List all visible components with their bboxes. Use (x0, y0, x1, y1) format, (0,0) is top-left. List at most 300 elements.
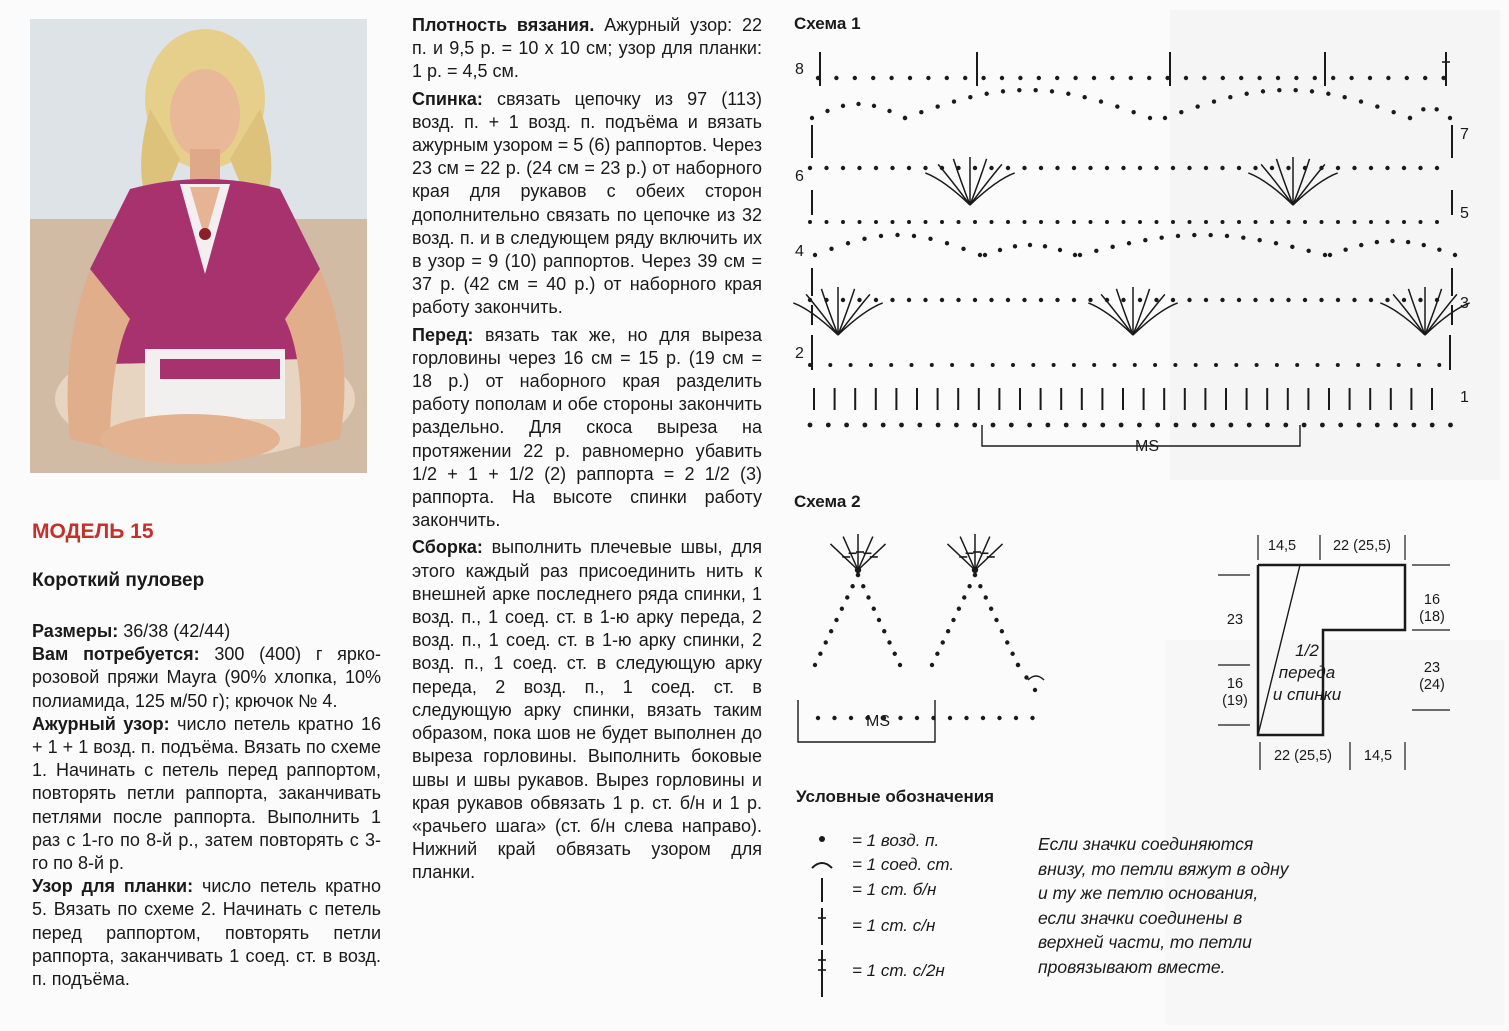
chain-dot (893, 652, 897, 656)
chain-dot (930, 663, 934, 667)
chain-dot (1221, 76, 1225, 80)
chain-dot (857, 166, 861, 170)
chain-dot (1000, 76, 1004, 80)
lace-pattern-value: число петель кратно 16 + 1 + 1 возд. п. подъёма. Вязать по схеме 1. Начинать с петель перед раппортом, повторять петли раппорта, заканчивать петлями после раппорта. Выполнить 1 раз с 1-го по 8-й р., затем повторять с 3-го по 8-й р. (32, 713, 381, 874)
chain-dot (983, 253, 987, 257)
chain-dot (871, 76, 875, 80)
chain-dot (1270, 298, 1274, 302)
chain-dot (882, 629, 886, 633)
chain-dot (813, 663, 817, 667)
chain-dot (1105, 166, 1109, 170)
chain-dot (1115, 104, 1119, 108)
chain-dot (936, 423, 941, 428)
chain-dot (919, 110, 923, 114)
chain-dot (1133, 363, 1137, 367)
model-title: МОДЕЛЬ 15 (32, 520, 154, 543)
chain-dot (1028, 243, 1032, 247)
chain-dot (1369, 220, 1373, 224)
dim-value: 23 (1423, 660, 1441, 676)
chain-dot (1017, 88, 1021, 92)
chain-dot (935, 652, 939, 656)
chain-dot (1154, 166, 1158, 170)
chain-dot (1072, 166, 1076, 170)
chain-dot (1027, 423, 1032, 428)
fan-stitch (938, 164, 970, 205)
chain-dot (1402, 220, 1406, 224)
chain-dot (997, 716, 1001, 720)
chain-dot (978, 584, 982, 588)
chain-dot (1276, 76, 1280, 80)
chain-dot (1159, 235, 1163, 239)
dim-top-left: 14,5 (1267, 538, 1297, 554)
chain-dot (984, 595, 988, 599)
chain-dot (1408, 116, 1412, 120)
dim-value: (24) (1419, 677, 1445, 693)
row-number: 1 (1460, 389, 1469, 406)
chain-dot (1113, 363, 1117, 367)
chain-dot (1072, 298, 1076, 302)
legend-item: = 1 ст. с/2н (852, 961, 945, 980)
chain-dot (1119, 423, 1124, 428)
front-label: Перед: (412, 324, 474, 345)
chain-dot (970, 363, 974, 367)
chain-dot (874, 298, 878, 302)
chain-dot (1290, 245, 1294, 249)
chain-dot (1052, 363, 1056, 367)
chain-dot (1369, 166, 1373, 170)
chain-dot (1187, 166, 1191, 170)
chain-dot (808, 220, 812, 224)
chain-dot (1187, 298, 1191, 302)
chain-dot (907, 220, 911, 224)
dim-value: (18) (1419, 609, 1445, 625)
chain-dot (1241, 235, 1245, 239)
fan-stitch (806, 294, 838, 335)
chain-dot (1435, 166, 1439, 170)
chain-dot (1375, 423, 1380, 428)
chain-dot (907, 298, 911, 302)
chain-dot (1220, 166, 1224, 170)
chain-dot (1202, 76, 1206, 80)
chain-dot (828, 363, 832, 367)
pattern-label-line: переда (1278, 663, 1336, 682)
chain-dot (951, 618, 955, 622)
chain-dot (1055, 298, 1059, 302)
chain-dot (1082, 423, 1087, 428)
chain-dot (1073, 253, 1077, 257)
chain-dot (1434, 107, 1438, 111)
chain-dot (908, 76, 912, 80)
chain-dot (1204, 220, 1208, 224)
legend-item: = 1 ст. с/н (852, 916, 936, 935)
chain-dot (930, 363, 934, 367)
dim-bottom-right: 14,5 (1363, 748, 1393, 764)
chain-dot (1265, 423, 1270, 428)
materials-value: 300 (400) г ярко-розовой пряжи Mayra (90% хлопка, 10% полиамида, 125 м/50 г); крючок № 4. (32, 644, 382, 711)
chain-dot (826, 423, 831, 428)
chain-dot (1295, 363, 1299, 367)
chain-dot (877, 618, 881, 622)
chain-dot (1349, 76, 1353, 80)
legend-item: = 1 возд. п. (852, 831, 940, 850)
chain-dot (1261, 89, 1265, 93)
chain-dot (1302, 423, 1307, 428)
chain-dot (1055, 166, 1059, 170)
chain-dot (1078, 253, 1082, 257)
chain-dot (957, 607, 961, 611)
dim-right-lower (1412, 660, 1452, 694)
chain-dot (1143, 238, 1147, 242)
chain-dot (1336, 220, 1340, 224)
dim-bottom-left: 22 (25,5) (1273, 748, 1333, 764)
chain-dot (963, 76, 967, 80)
pattern-label-line: 1/2 (1295, 641, 1319, 660)
chain-dot (1359, 99, 1363, 103)
chain-dot (825, 109, 829, 113)
repeat-label: MS (1135, 438, 1159, 455)
chain-dot (991, 423, 996, 428)
chain-dot (981, 76, 985, 80)
chain-dot (948, 716, 952, 720)
dim-right-upper (1412, 592, 1452, 626)
chain-dot (813, 253, 817, 257)
chain-dot (1319, 298, 1323, 302)
legend-item: = 1 соед. ст. (852, 855, 955, 874)
chain-dot (1353, 220, 1357, 224)
chain-dot (1343, 247, 1347, 251)
chain-dot (1306, 249, 1310, 253)
fan-stitch (1101, 294, 1133, 335)
chain-dot (1437, 363, 1441, 367)
chain-dot (1418, 166, 1422, 170)
chain-dot (861, 584, 865, 588)
chain-dot (1072, 363, 1076, 367)
chain-dot (1391, 110, 1395, 114)
chain-dot (829, 247, 833, 251)
chain-dot (923, 166, 927, 170)
chain-dot (973, 298, 977, 302)
chain-dot (1303, 220, 1307, 224)
density-value: Ажурный узор: 22 п. и 9,5 р. = 10 х 10 см; узор для планки: 1 р. = 4,5 см. (412, 15, 763, 82)
chain-dot (1253, 298, 1257, 302)
chain-dot (935, 104, 939, 108)
chain-dot (973, 573, 977, 577)
chain-dot (819, 836, 825, 842)
chain-dot (1356, 363, 1360, 367)
chain-dot (1257, 238, 1261, 242)
chain-dot (1037, 76, 1041, 80)
chain-dot (1255, 363, 1259, 367)
chain-dot (872, 607, 876, 611)
chain-dot (1352, 166, 1356, 170)
chain-dot (1018, 76, 1022, 80)
chain-dot (869, 363, 873, 367)
chain-dot (1011, 363, 1015, 367)
chain-dot (1275, 363, 1279, 367)
chain-dot (1137, 423, 1142, 428)
chain-dot (1375, 240, 1379, 244)
chain-dot (1022, 166, 1026, 170)
dim-left-lower (1218, 676, 1252, 710)
chain-dot (1055, 76, 1059, 80)
chain-dot (1385, 166, 1389, 170)
chain-dot (1171, 298, 1175, 302)
materials-label: Вам потребуется: (32, 644, 200, 665)
chain-dot (890, 166, 894, 170)
chain-dot (846, 241, 850, 245)
chain-dot (1397, 363, 1401, 367)
dim-value: (19) (1222, 693, 1248, 709)
chain-dot (1423, 76, 1427, 80)
chain-dot (1283, 423, 1288, 428)
chain-dot (844, 423, 849, 428)
density-label: Плотность вязания. (412, 15, 595, 35)
chain-dot (981, 716, 985, 720)
chain-dot (1073, 76, 1077, 80)
chain-dot (1163, 116, 1167, 120)
chain-dot (1221, 220, 1225, 224)
back-value: связать цепочку из 97 (113) возд. п. + 1 возд. п. подъёма и вязать ажурным узором = 5 (6) раппортов. Через 23 см = 22 р. (24 см = 23 р.) от наборного края для рукавов с обеих сторон дополнительно связать по цепочке из 32 возд. п. и в следующем ряду включить их в узор = 9 (10) раппортов. Через 39 см = 37 р. (42 см = 40 р.) от наборного края работу закончить. (412, 88, 762, 318)
chain-dot (858, 220, 862, 224)
chain-dot (917, 423, 922, 428)
chain-dot (1225, 234, 1229, 238)
row-number: 5 (1460, 205, 1469, 222)
chain-dot (945, 241, 949, 245)
chain-dot (1121, 298, 1125, 302)
chain-dot (1072, 220, 1076, 224)
chain-dot (1039, 298, 1043, 302)
chain-dot (1023, 220, 1027, 224)
row-number: 7 (1460, 126, 1469, 143)
chain-dot (1368, 76, 1372, 80)
chain-dot (1328, 253, 1332, 257)
chain-dot (1303, 298, 1307, 302)
chain-dot (1435, 220, 1439, 224)
chain-dot (841, 104, 845, 108)
chain-dot (1105, 220, 1109, 224)
chain-dot (849, 716, 853, 720)
chain-dot (898, 716, 902, 720)
chain-dot (978, 253, 982, 257)
chain-dot (1237, 298, 1241, 302)
chain-dot (1338, 423, 1343, 428)
chain-dot (1253, 166, 1257, 170)
chain-dot (1033, 88, 1037, 92)
chain-dot (1010, 652, 1014, 656)
chain-dot (1138, 220, 1142, 224)
chain-dot (903, 116, 907, 120)
chain-dot (1184, 76, 1188, 80)
chain-dot (1006, 298, 1010, 302)
chain-dot (1082, 95, 1086, 99)
chain-dot (1277, 88, 1281, 92)
chain-dot (1192, 423, 1197, 428)
chain-dot (1046, 423, 1051, 428)
chain-dot (1110, 76, 1114, 80)
chain-dot (1064, 423, 1069, 428)
chain-dot (855, 567, 861, 573)
chain-dot (1000, 629, 1004, 633)
chain-dot (1138, 298, 1142, 302)
chain-dot (872, 104, 876, 108)
assembly-value: выполнить плечевые швы, для этого каждый раз присоединить нить к внешней арке последнего ряда спинки, 1 возд. п., 1 соед. ст. в 1-ю арку переда, 2 возд. п., 1 соед. ст. в 1-ю арку спинки, 2 возд. п., 1 соед. ст. в следующую арку переда, 2 возд. п., 1 соед. ст. в следующую арку спинки, вязать таким образом, пока шов не будет выполнен до выреза горловины. Выполнить боковые швы и швы рукавов. Вырез горловины и края рукавов обвязать 1 р. ст. б/н и 1 р. «рачьего шага» (ст. б/н слева направо). Нижний край обвязать узором для планки. (412, 537, 762, 883)
chain-dot (1323, 253, 1327, 257)
chain-dot (1239, 76, 1243, 80)
dim-left-upper: 23 (1226, 612, 1244, 628)
chain-dot (1386, 76, 1390, 80)
chain-dot (945, 76, 949, 80)
chain-dot (1310, 89, 1314, 93)
chain-dot (1155, 220, 1159, 224)
chain-dot (1320, 423, 1325, 428)
chain-dot (1099, 99, 1103, 103)
chain-dot (1013, 244, 1017, 248)
chain-dot (1417, 363, 1421, 367)
chain-dot (910, 363, 914, 367)
chain-dot (1009, 423, 1014, 428)
chain-dot (1066, 92, 1070, 96)
chain-dot (1092, 76, 1096, 80)
chain-dot (1031, 363, 1035, 367)
chain-dot (915, 716, 919, 720)
fan-stitch (1293, 164, 1325, 205)
chain-dot (1336, 298, 1340, 302)
chain-dot (1001, 89, 1005, 93)
model-subtitle: Короткий пуловер (32, 570, 205, 591)
chain-dot (899, 423, 904, 428)
chain-dot (1033, 688, 1037, 692)
chain-dot (1336, 166, 1340, 170)
chain-dot (1386, 220, 1390, 224)
chain-dot (991, 363, 995, 367)
chain-dot (1237, 166, 1241, 170)
chain-dot (941, 640, 945, 644)
chain-dot (1088, 298, 1092, 302)
chain-dot (1359, 243, 1363, 247)
chain-dot (1147, 76, 1151, 80)
chain-dot (1390, 239, 1394, 243)
chain-dot (1171, 166, 1175, 170)
chain-dot (907, 166, 911, 170)
chain-dot (849, 363, 853, 367)
chain-dot (1422, 243, 1426, 247)
scheme1-title: Схема 1 (794, 14, 861, 33)
slip-stitch-arc (1028, 676, 1044, 680)
chain-dot (853, 76, 857, 80)
chain-dot (1173, 363, 1177, 367)
front-value: вязать так же, но для выреза горловины через 16 см = 15 р. (19 см = 18 р.) от наборного края разделить работу пополам и обе стороны закончить раздельно. Для скоса выреза на протяжении 22 р. равномерно убавить 1/2 + 1 + 1/2 (2) раппорта = 2 1/2 (3) раппорта. На высоте спинки работу закончить. (412, 324, 762, 531)
chain-dot (1006, 166, 1010, 170)
fan-stitch (1133, 294, 1165, 335)
chain-dot (928, 237, 932, 241)
chain-dot (845, 595, 849, 599)
chain-dot (829, 629, 833, 633)
row-number: 3 (1460, 295, 1469, 312)
legend-note: Если значки соединяются внизу, то петли вяжут в одну и ту же петлю основания, если значки соединены в верхней части, то петли провязывают вместе. (1038, 834, 1289, 977)
chain-dot (964, 716, 968, 720)
chain-dot (856, 573, 860, 577)
chain-dot (1208, 233, 1212, 237)
pattern-piece-label (1262, 640, 1352, 706)
chain-dot (866, 595, 870, 599)
chain-dot (1022, 298, 1026, 302)
chain-dot (1402, 298, 1406, 302)
chain-dot (1005, 640, 1009, 644)
chain-dot (1030, 716, 1034, 720)
chain-dot (912, 234, 916, 238)
row-number: 2 (795, 345, 804, 362)
chain-dot (1406, 240, 1410, 244)
chain-dot (881, 423, 886, 428)
chain-dot (1188, 220, 1192, 224)
chain-dot (990, 220, 994, 224)
chain-dot (926, 76, 930, 80)
chain-dot (1244, 92, 1248, 96)
chain-dot (989, 607, 993, 611)
chain-dot (834, 618, 838, 622)
chain-dot (1448, 116, 1452, 120)
chain-dot (1192, 233, 1196, 237)
chain-dot (1016, 663, 1020, 667)
chain-dot (1270, 166, 1274, 170)
chain-dot (954, 423, 959, 428)
chain-dot (879, 234, 883, 238)
dim-value: 16 (1423, 592, 1441, 608)
chain-dot (889, 363, 893, 367)
chain-dot (889, 76, 893, 80)
chain-dot (1220, 298, 1224, 302)
chain-dot (1171, 220, 1175, 224)
fan-stitch (970, 164, 1002, 205)
chain-dot (1014, 716, 1018, 720)
chain-dot (940, 220, 944, 224)
chain-dot (1179, 110, 1183, 114)
chain-dot (957, 220, 961, 224)
chain-dot (1129, 76, 1133, 80)
chain-dot (1039, 166, 1043, 170)
chain-dot (1313, 76, 1317, 80)
chain-dot (810, 116, 814, 120)
chain-dot (840, 607, 844, 611)
chain-dot (984, 92, 988, 96)
chain-dot (973, 166, 977, 170)
chain-dot (1270, 220, 1274, 224)
chain-dot (816, 716, 820, 720)
chain-dot (1089, 220, 1093, 224)
sizes-value: 36/38 (42/44) (118, 621, 231, 641)
chain-dot (825, 220, 829, 224)
chain-dot (1331, 76, 1335, 80)
border-pattern-label: Узор для планки: (32, 876, 194, 897)
chain-dot (808, 423, 813, 428)
chain-dot (1138, 166, 1142, 170)
chain-dot (1174, 423, 1179, 428)
chain-dot (887, 109, 891, 113)
chain-dot (940, 298, 944, 302)
chain-dot (874, 166, 878, 170)
chain-dot (1286, 298, 1290, 302)
chain-dot (1100, 423, 1105, 428)
chain-dot (961, 247, 965, 251)
chain-dot (1110, 245, 1114, 249)
back-label: Спинка: (412, 88, 483, 109)
chain-dot (1056, 220, 1060, 224)
chain-dot (1419, 220, 1423, 224)
chain-dot (856, 102, 860, 106)
chain-dot (1058, 248, 1062, 252)
chain-dot (994, 618, 998, 622)
chain-dot (1204, 298, 1208, 302)
